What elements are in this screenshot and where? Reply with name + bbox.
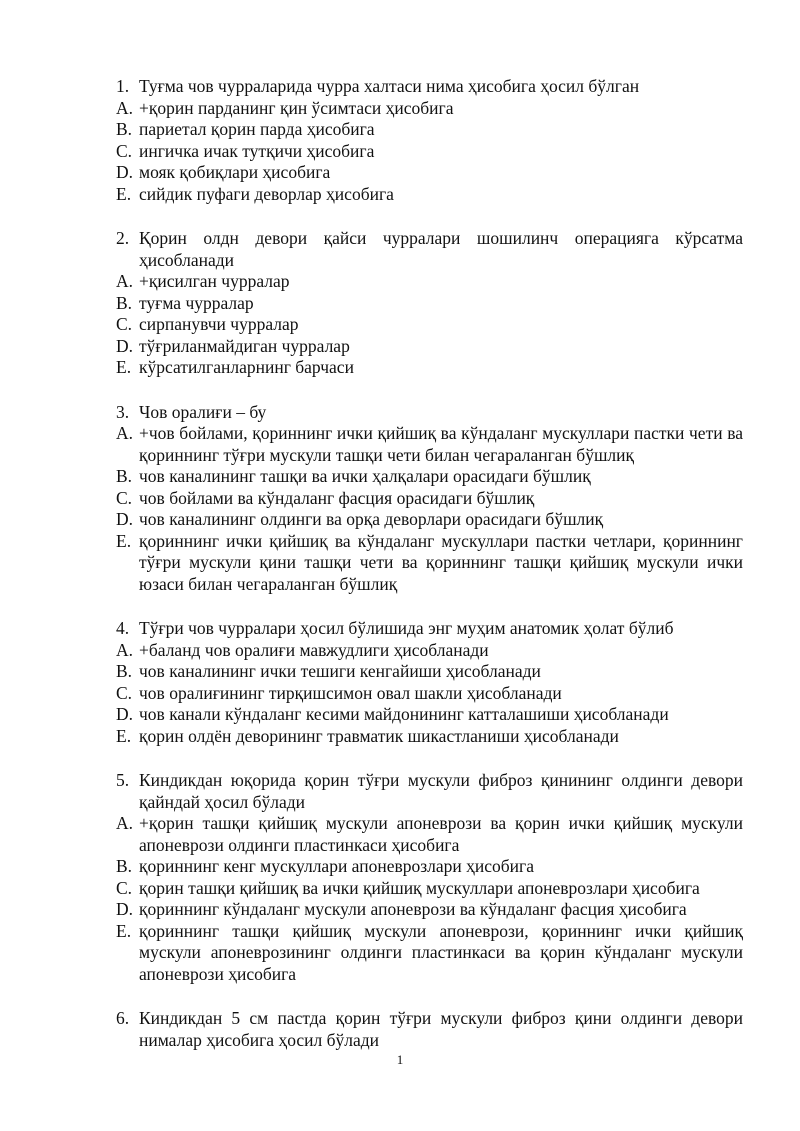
question-text: Қорин олдн девори қайси чурралари шошилинч операцияга кўрсатма ҳисобланади — [139, 228, 743, 270]
option-text: +қорин ташқи қийшиқ мускули апоневрози ва қорин ички қийшиқ мускули апоневрози олдинги пластинкаси ҳисобига — [139, 813, 743, 855]
question-2 — [116, 228, 743, 379]
option-letter: C. — [116, 140, 133, 161]
answer-option-e — [116, 184, 743, 206]
option-letter: E. — [116, 530, 132, 551]
answer-option-d — [116, 704, 743, 726]
option-text: сийдик пуфаги деворлар ҳисобига — [139, 183, 394, 204]
answer-option-b — [116, 293, 743, 315]
option-letter: B. — [116, 856, 133, 876]
option-text: қорин олдён деворининг травматик шикастланиши ҳисобланади — [139, 725, 619, 746]
question-number: 2. — [116, 228, 130, 248]
option-letter: A. — [116, 639, 134, 660]
answer-option-d — [116, 336, 743, 358]
answer-option-b — [116, 466, 743, 488]
question-1 — [116, 76, 743, 205]
option-text: қорин ташқи қийшиқ ва ички қийшиқ мускуллари апоневрозлари ҳисобига — [139, 877, 700, 898]
question-stem — [116, 1008, 743, 1051]
question-text: Чов оралиғи – бу — [139, 401, 267, 422]
option-letter: C. — [116, 877, 133, 898]
option-text: чов бойлами ва кўндаланг фасция орасидаги бўшлиқ — [139, 487, 535, 508]
option-letter: A. — [116, 271, 134, 291]
option-text: чов каналининг ички тешиги кенгайиши ҳисобланади — [139, 661, 541, 681]
answer-option-a — [116, 98, 743, 120]
option-text: чов канали кўндаланг кесими майдонининг катталашиши ҳисобланади — [139, 704, 669, 724]
option-text: +қорин парданинг қин ўсимтаси ҳисобига — [139, 97, 454, 118]
answer-option-b — [116, 119, 743, 141]
question-number: 6. — [116, 1008, 130, 1028]
question-6 — [116, 1008, 743, 1051]
question-text: Тўғри чов чурралари ҳосил бўлишида энг муҳим анатомик ҳолат бўлиб — [139, 618, 674, 638]
answer-option-c — [116, 683, 743, 705]
option-letter: B. — [116, 292, 133, 313]
question-stem — [116, 618, 743, 640]
answer-option-b — [116, 856, 743, 878]
question-number: 1. — [116, 76, 130, 96]
answer-option-e — [116, 357, 743, 379]
question-text: Киндикдан юқорида қорин тўғри мускули фиброз қинининг олдинги девори қайндай ҳосил бўлади — [139, 770, 743, 812]
question-stem — [116, 770, 743, 813]
option-text: сирпанувчи чурралар — [139, 314, 299, 334]
question-stem — [116, 76, 743, 98]
answer-option-d — [116, 509, 743, 531]
answer-option-a — [116, 640, 743, 662]
option-letter: E. — [116, 725, 132, 746]
question-5 — [116, 770, 743, 985]
option-letter: E. — [116, 357, 132, 377]
answer-option-e — [116, 531, 743, 596]
option-letter: A. — [116, 97, 134, 118]
option-text: париетал қорин парда ҳисобига — [139, 119, 375, 139]
answer-option-c — [116, 878, 743, 900]
answer-option-d — [116, 899, 743, 921]
option-letter: E. — [116, 183, 132, 204]
option-text: қориннинг кенг мускуллари апоневрозлари ҳисобига — [139, 856, 534, 876]
question-stem — [116, 228, 743, 271]
option-text: ингичка ичак тутқичи ҳисобига — [139, 140, 375, 161]
option-text: тўғриланмайдиган чурралар — [139, 335, 350, 356]
option-letter: A. — [116, 423, 134, 443]
option-letter: E. — [116, 920, 132, 941]
answer-option-b — [116, 661, 743, 683]
question-stem — [116, 402, 743, 424]
option-text: мояк қобиқлари ҳисобига — [139, 162, 331, 182]
option-text: қориннинг ташқи қийшиқ мускули апоневрози, қориннинг ички қийшиқ мускули апоневрозининг олдинги пластинкаси ва қорин кўндаланг мускули апоневрози ҳисобига — [139, 920, 743, 984]
question-3 — [116, 402, 743, 596]
option-text: қориннинг кўндаланг мускули апоневрози ва кўндаланг фасция ҳисобига — [139, 899, 687, 919]
page-number: 1 — [396, 1052, 404, 1067]
option-letter: D. — [116, 162, 134, 182]
option-letter: D. — [116, 899, 134, 919]
answer-option-a — [116, 271, 743, 293]
answer-option-a — [116, 813, 743, 856]
answer-option-c — [116, 314, 743, 336]
option-letter: A. — [116, 813, 134, 833]
answer-option-d — [116, 162, 743, 184]
question-text: Киндикдан 5 см пастда қорин тўғри мускули фиброз қини олдинги девори нималар ҳисобига ҳосил бўлади — [139, 1008, 743, 1050]
option-text: +чов бойлами, қориннинг ички қийшиқ ва кўндаланг мускуллари пастки чети ва қориннинг тўғри мускули ташқи чети билан чегараланган бўшлиқ — [139, 423, 743, 465]
question-number: 3. — [116, 401, 130, 422]
option-text: кўрсатилганларнинг барчаси — [139, 357, 354, 377]
option-letter: B. — [116, 661, 133, 681]
answer-option-c — [116, 141, 743, 163]
option-text: +баланд чов оралиғи мавжудлиги ҳисобланади — [139, 639, 489, 660]
question-number: 5. — [116, 770, 130, 790]
option-letter: C. — [116, 682, 133, 703]
answer-option-c — [116, 488, 743, 510]
option-letter: C. — [116, 314, 133, 334]
question-4 — [116, 618, 743, 747]
answer-option-e — [116, 921, 743, 986]
option-letter: C. — [116, 487, 133, 508]
answer-option-a — [116, 423, 743, 466]
option-text: чов оралиғининг тирқишсимон овал шакли ҳисобланади — [139, 682, 562, 703]
option-letter: D. — [116, 509, 134, 529]
option-letter: B. — [116, 466, 133, 486]
option-text: туғма чурралар — [139, 292, 254, 313]
option-text: чов каналининг ташқи ва ички ҳалқалари орасидаги бўшлиқ — [139, 466, 591, 486]
answer-option-e — [116, 726, 743, 748]
option-letter: D. — [116, 335, 134, 356]
option-text: қориннинг ички қийшиқ ва кўндаланг мускуллари пастки четлари, қориннинг тўғри мускули қини ташқи чети ва қориннинг ташқи қийшиқ мускули ички юзаси билан чегараланган бўшлиқ — [139, 530, 743, 594]
option-text: +қисилган чурралар — [139, 271, 290, 291]
option-letter: D. — [116, 704, 134, 724]
question-number: 4. — [116, 618, 130, 638]
option-letter: B. — [116, 119, 133, 139]
document-page — [116, 76, 743, 1074]
option-text: чов каналининг олдинги ва орқа деворлари орасидаги бўшлиқ — [139, 509, 604, 529]
question-text: Туғма чов чурраларида чурра халтаси нима ҳисобига ҳосил бўлган — [139, 76, 640, 96]
